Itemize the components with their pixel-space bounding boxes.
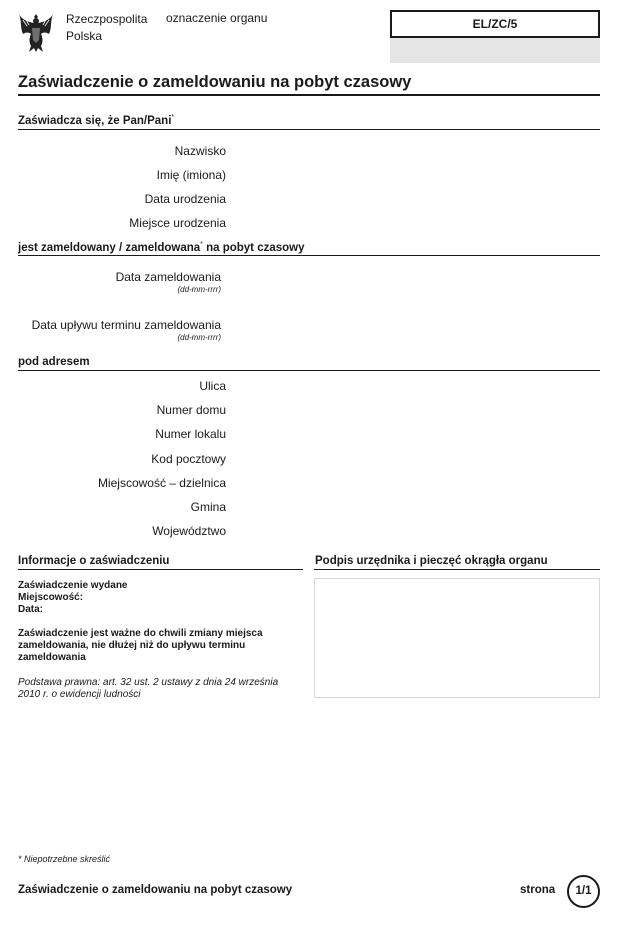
person-section-heading: Zaświadcza się, że Pan/Pani* — [18, 114, 175, 127]
surname-label: Nazwisko — [174, 144, 226, 158]
registration-section-divider — [18, 255, 600, 256]
page-number-badge: 1/1 — [567, 875, 600, 908]
page-label: strona — [520, 884, 556, 896]
validity-line-1: Zaświadczenie jest ważne do chwili zmiany miejsca — [18, 628, 263, 639]
issued-place-line: Miejscowość: — [18, 592, 84, 603]
issued-line: Zaświadczenie wydane — [18, 580, 128, 591]
expiry-date-label: Data upływu terminu zameldowania — [31, 318, 221, 332]
address-section-divider — [18, 370, 600, 371]
title-divider — [18, 94, 600, 96]
footer-title: Zaświadczenie o zameldowaniu na pobyt czasowy — [18, 884, 293, 896]
postal-code-label: Kod pocztowy — [151, 452, 226, 466]
given-names-label: Imię (imiona) — [156, 168, 226, 182]
validity-info — [18, 628, 263, 664]
validity-line-3: zameldowania — [18, 652, 86, 663]
issuer-name — [66, 11, 147, 45]
info-section-divider — [18, 569, 303, 570]
polish-eagle-emblem-icon — [17, 10, 55, 54]
document-title: Zaświadczenie o zameldowaniu na pobyt czasowy — [18, 73, 412, 91]
issuer-line-2: Polska — [66, 29, 103, 43]
signature-section-heading: Podpis urzędnika i pieczęć okrągła organu — [315, 555, 548, 567]
signature-stamp-box[interactable] — [314, 578, 600, 698]
legal-line-2: 2010 r. o ewidencji ludności — [18, 689, 141, 700]
validity-line-2: zameldowania, nie dłużej niż do upływu terminu — [18, 640, 246, 651]
signature-section-divider — [314, 569, 600, 570]
footnote: * Niepotrzebne skreślić — [18, 854, 111, 864]
apartment-number-label: Numer lokalu — [155, 427, 226, 441]
issued-date-line: Data: — [18, 604, 44, 615]
issuer-line-1: Rzeczpospolita — [66, 12, 148, 26]
address-section-heading: pod adresem — [18, 356, 90, 368]
organ-label: oznaczenie organu — [166, 11, 268, 25]
birth-date-label: Data urodzenia — [144, 192, 226, 206]
info-section-heading: Informacje o zaświadczeniu — [18, 555, 170, 567]
issued-info — [18, 580, 128, 616]
house-number-label: Numer domu — [156, 403, 226, 417]
locality-label: Miejscowość – dzielnica — [97, 476, 226, 490]
registration-date-hint: (dd-mm-rrrr) — [177, 285, 221, 294]
birth-place-label: Miejsce urodzenia — [129, 216, 226, 230]
form-code-box: EL/ZC/5 — [390, 10, 600, 38]
street-label: Ulica — [199, 379, 226, 393]
organ-designation-field[interactable] — [390, 38, 600, 63]
registration-section-heading: jest zameldowany / zameldowana* na pobyt czasowy — [18, 241, 305, 254]
legal-basis — [18, 677, 278, 701]
voivodeship-label: Województwo — [152, 524, 226, 538]
registration-date-label: Data zameldowania — [115, 270, 221, 284]
expiry-date-hint: (dd-mm-rrrr) — [177, 333, 221, 342]
legal-line-1: Podstawa prawna: art. 32 ust. 2 ustawy z dnia 24 września — [18, 677, 279, 688]
person-section-divider — [18, 129, 600, 130]
commune-label: Gmina — [190, 500, 226, 514]
